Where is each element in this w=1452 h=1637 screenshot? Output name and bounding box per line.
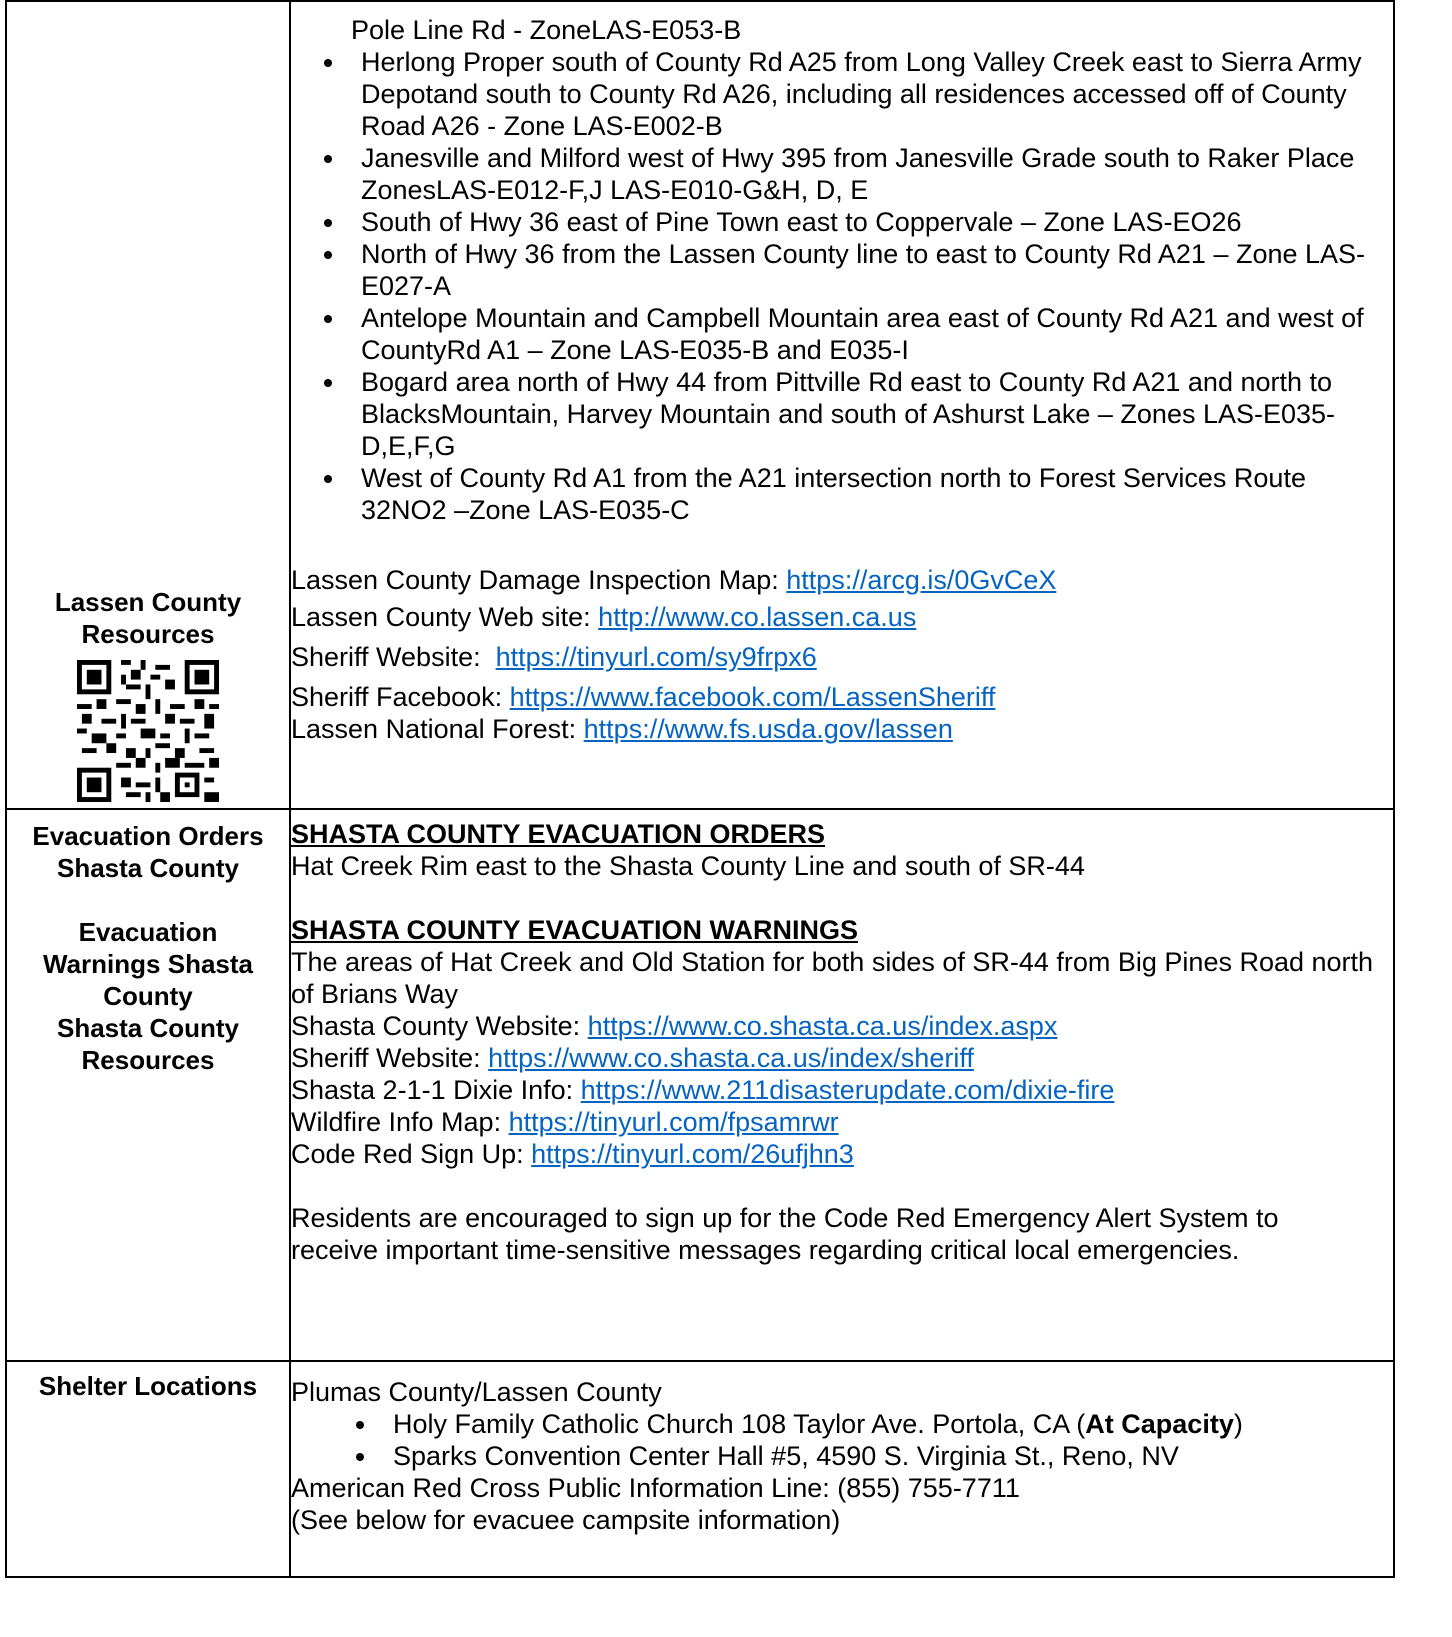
lassen-label-line2: Resources	[81, 619, 215, 649]
shelter-label-cell	[6, 1361, 290, 1577]
shasta-warnings-heading: SHASTA COUNTY EVACUATION WARNINGS	[291, 915, 859, 945]
link-label: Shasta County Website:	[291, 1011, 588, 1041]
list-item: • Bogard area north of Hwy 44 from Pittville Rd east to County Rd A21 and north to BlacksMountain, Harvey Mountain and south of Ashurst Lake – Zones LAS-E035-D,E,F,G	[347, 366, 1393, 462]
list-item: • Sparks Convention Center Hall #5, 4590 S. Virginia St., Reno, NV	[379, 1440, 1393, 1472]
link-label: Code Red Sign Up:	[291, 1139, 532, 1169]
link-label: Lassen National Forest:	[291, 714, 584, 744]
national-forest-link[interactable]: https://www.fs.usda.gov/lassen	[583, 714, 953, 744]
wildfire-map-link[interactable]: https://tinyurl.com/fpsamrwr	[508, 1107, 839, 1137]
shasta-sheriff-link[interactable]: https://www.co.shasta.ca.us/index/sheriff	[488, 1043, 974, 1073]
shasta-orders-text: Hat Creek Rim east to the Shasta County Line and south of SR-44	[291, 851, 1085, 881]
list-item: • Antelope Mountain and Campbell Mountain area east of County Rd A21 and west of CountyRd A1 – Zone LAS-E035-B and E035-I	[347, 302, 1393, 366]
link-label: Wildfire Info Map:	[291, 1107, 509, 1137]
list-item: • South of Hwy 36 east of Pine Town east to Coppervale – Zone LAS-EO26	[347, 206, 1393, 238]
link-label: Sheriff Website:	[291, 642, 496, 672]
lassen-content-cell	[290, 1, 1394, 809]
qr-code-icon[interactable]	[74, 660, 222, 802]
list-item: • Herlong Proper south of County Rd A25 from Long Valley Creek east to Sierra Army Depotand south to County Rd A26, including all residences accessed off of County Road A26 - Zone LAS-E002-B	[347, 46, 1393, 142]
shasta-link-row	[291, 1074, 1393, 1106]
resources-table	[5, 0, 1395, 1578]
lassen-sheriff-website-link[interactable]: https://tinyurl.com/sy9frpx6	[495, 642, 817, 672]
lassen-continued-line: Pole Line Rd - ZoneLAS-E053-B	[351, 15, 742, 45]
lassen-row	[6, 1, 1394, 809]
shelter-row	[6, 1361, 1394, 1577]
shasta-link-row	[291, 1106, 1393, 1138]
damage-map-link[interactable]: https://arcg.is/0GvCeX	[786, 565, 1057, 595]
list-item: • North of Hwy 36 from the Lassen County line to east to County Rd A21 – Zone LAS-E027-A	[347, 238, 1393, 302]
list-item: • Janesville and Milford west of Hwy 395 from Janesville Grade south to Raker Place ZonesLAS-E012-F,J LAS-E010-G&H, D, E	[347, 142, 1393, 206]
code-red-note: Residents are encouraged to sign up for the Code Red Emergency Alert System to receive important time-sensitive messages regarding critical local emergencies.	[291, 1203, 1279, 1265]
shelter-county: Plumas County/Lassen County	[291, 1377, 662, 1407]
lassen-link-row	[291, 641, 1393, 673]
lassen-link-row	[291, 681, 1393, 713]
shasta-link-row	[291, 1042, 1393, 1074]
lassen-link-row	[291, 564, 1393, 596]
list-item: • West of County Rd A1 from the A21 intersection north to Forest Services Route 32NO2 –Zone LAS-E035-C	[347, 462, 1393, 526]
shasta-link-row	[291, 1010, 1393, 1042]
lassen-website-link[interactable]: http://www.co.lassen.ca.us	[598, 602, 917, 632]
lassen-link-row	[291, 713, 1393, 745]
shasta-211-link[interactable]: https://www.211disasterupdate.com/dixie-fire	[580, 1075, 1115, 1105]
link-label: Sheriff Website:	[291, 1043, 489, 1073]
shasta-row	[6, 809, 1394, 1361]
shelter-list	[291, 1408, 1393, 1472]
shasta-resources-label: Shasta County Resources	[56, 1013, 240, 1075]
code-red-link[interactable]: https://tinyurl.com/26ufjhn3	[531, 1139, 854, 1169]
lassen-link-row	[291, 601, 1393, 633]
shelter-label: Shelter Locations	[38, 1371, 258, 1401]
shasta-website-link[interactable]: https://www.co.shasta.ca.us/index.aspx	[587, 1011, 1058, 1041]
sheriff-facebook-link[interactable]: https://www.facebook.com/LassenSheriff	[509, 682, 996, 712]
shasta-warnings-label: Evacuation Warnings Shasta County	[43, 917, 253, 1011]
shelter-content-cell	[290, 1361, 1394, 1577]
shasta-content-cell	[290, 809, 1394, 1361]
link-label: Shasta 2-1-1 Dixie Info:	[291, 1075, 581, 1105]
shasta-orders-label: Evacuation Orders Shasta County	[32, 821, 264, 883]
capacity-status: At Capacity	[1085, 1409, 1234, 1439]
red-cross-phone: American Red Cross Public Information Line: (855) 755-7711	[291, 1473, 1020, 1503]
link-label: Sheriff Facebook:	[291, 682, 510, 712]
lassen-label-line1: Lassen County	[54, 587, 242, 617]
see-below-note: (See below for evacuee campsite information)	[291, 1505, 841, 1535]
shasta-orders-heading: SHASTA COUNTY EVACUATION ORDERS	[291, 819, 826, 849]
shasta-link-row	[291, 1138, 1393, 1170]
lassen-label-cell	[6, 1, 290, 809]
link-label: Lassen County Web site:	[291, 602, 599, 632]
list-item: • Holy Family Catholic Church 108 Taylor Ave. Portola, CA (At Capacity)	[379, 1408, 1393, 1440]
link-label: Lassen County Damage Inspection Map:	[291, 565, 787, 595]
shasta-warnings-text: The areas of Hat Creek and Old Station for both sides of SR-44 from Big Pines Road north of Brians Way	[291, 947, 1374, 1009]
shasta-label-cell	[6, 809, 290, 1361]
lassen-zone-list	[291, 46, 1393, 526]
